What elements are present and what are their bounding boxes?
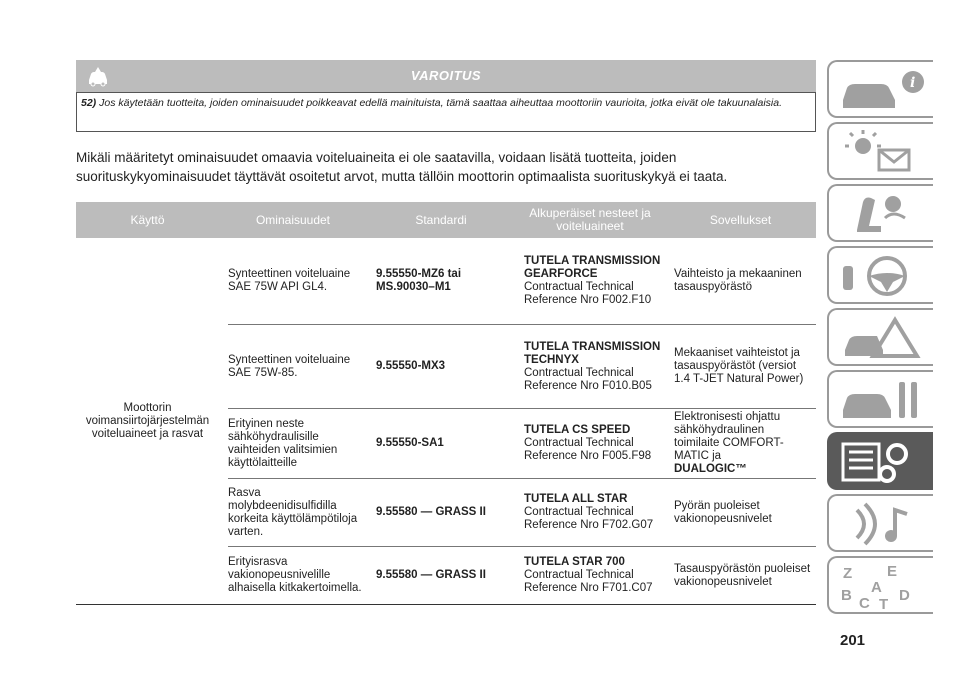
application-cell xyxy=(674,409,816,478)
technical-data-icon xyxy=(837,438,927,486)
fluid-ref: Contractual Technical Reference Nro F005.F98 xyxy=(524,437,652,462)
usage-cell: Moottorin voimansiirtojärjestelmän voiteluaineet ja rasvat xyxy=(85,401,210,440)
warning-number: 52) xyxy=(81,97,97,109)
application-text: Mekaaniset vaihteistot ja tasauspyörästöt (versiot 1.4 T-JET Natural Power) xyxy=(674,347,804,385)
table-header xyxy=(76,202,816,238)
svg-text:B: B xyxy=(841,587,852,604)
fluid-ref: Contractual Technical Reference Nro F010.B05 xyxy=(524,366,652,392)
table-row xyxy=(228,238,816,325)
dashboard-lights-icon xyxy=(837,128,927,176)
application-cell xyxy=(674,479,816,546)
car-info-icon xyxy=(837,66,927,114)
tab-technical-data[interactable] xyxy=(827,432,933,490)
standard-cell: 9.55550-MX3 xyxy=(376,360,446,372)
tab-car-info[interactable] xyxy=(827,60,933,118)
application-text: Vaihteisto ja mekaaninen tasauspyörästö xyxy=(674,268,802,293)
tab-maintenance[interactable] xyxy=(827,370,933,428)
fluid-ref: Contractual Technical Reference Nro F701.C07 xyxy=(524,569,653,594)
table-rows xyxy=(228,238,816,604)
tab-emergency[interactable] xyxy=(827,308,933,366)
table-row xyxy=(228,479,816,547)
standard-cell: 9.55580 — GRASS II xyxy=(376,506,486,518)
header-usage: Käyttö xyxy=(130,212,165,227)
svg-text:T: T xyxy=(879,596,889,610)
table-bottom-rule xyxy=(76,604,816,605)
svg-text:A: A xyxy=(871,579,882,596)
application-cell xyxy=(674,238,816,324)
table-row xyxy=(228,547,816,604)
fluid-name: TUTELA TRANSMISSION TECHNYX xyxy=(524,340,661,366)
fluid-name: TUTELA ALL STAR xyxy=(524,493,628,505)
svg-text:i: i xyxy=(910,75,916,91)
svg-text:E: E xyxy=(887,563,898,580)
fluid-cell xyxy=(524,479,674,546)
breakdown-warning-icon xyxy=(837,314,927,362)
application-bold: DUALOGIC™ xyxy=(674,463,747,475)
tab-multimedia[interactable] xyxy=(827,494,933,552)
fluid-ref: Contractual Technical Reference Nro F002.F10 xyxy=(524,281,652,306)
header-standard: Standardi xyxy=(415,212,467,227)
intro-paragraph: Mikäli määritetyt ominaisuudet omaavia voiteluaineita ei ole saatavilla, voidaan lisätä tuotteita, joiden suorituskykyominaisuudet täyttävät osoitetut arvot, mutta tällöin moottorin optimaalista suorituskykyä ei taata. xyxy=(76,150,728,184)
warning-text: Jos käytetään tuotteita, joiden ominaisuudet poikkeavat edellä mainituista, tämä saattaa aiheuttaa moottoriin vaurioita, jotka eivät ole takuunalaisia. xyxy=(99,97,783,109)
fluid-cell xyxy=(524,238,674,324)
spec-cell: Rasva molybdeenidisulfidilla korkeita käyttölämpötiloja varten. xyxy=(228,486,358,538)
car-maintenance-icon xyxy=(837,376,927,424)
spec-cell: Synteettinen voiteluaine SAE 75W API GL4. xyxy=(228,268,351,293)
header-fluids: Alkuperäiset nesteet ja voiteluaineet xyxy=(529,206,651,233)
fluid-cell xyxy=(524,409,674,478)
spec-cell: Synteettinen voiteluaine SAE 75W-85. xyxy=(228,353,351,379)
tab-dashboard-lights[interactable] xyxy=(827,122,933,180)
index-icon xyxy=(837,562,927,610)
standard-cell: 9.55550-SA1 xyxy=(376,437,444,449)
steering-wheel-icon xyxy=(837,252,927,300)
warning-text-box xyxy=(76,92,816,132)
fluid-cell xyxy=(524,325,674,408)
multimedia-icon xyxy=(837,500,927,548)
fluid-cell xyxy=(524,547,674,604)
warning-title: VAROITUS xyxy=(410,68,482,83)
application-text: Pyörän puoleiset vakionopeusnivelet xyxy=(674,499,772,525)
svg-text:Z: Z xyxy=(843,565,853,582)
standard-cell: 9.55580 — GRASS II xyxy=(376,569,486,581)
spec-cell: Erityinen neste sähköhydraulisille vaihteiden valitsimien käyttölaitteille xyxy=(228,417,338,469)
spec-cell: Erityisrasva vakionopeusnivelille alhaisella kitkakertoimella. xyxy=(228,556,362,594)
application-text: Elektronisesti ohjattu sähköhydraulinen toimilaite COMFORT-MATIC ja xyxy=(674,411,784,462)
svg-text:D: D xyxy=(899,587,910,604)
fluid-name: TUTELA TRANSMISSION GEARFORCE xyxy=(524,255,661,280)
svg-text:C: C xyxy=(859,595,870,610)
tab-safety[interactable] xyxy=(827,184,933,242)
header-properties: Ominaisuudet xyxy=(255,212,331,227)
fluid-ref: Contractual Technical Reference Nro F702.G07 xyxy=(524,506,654,531)
seat-safety-icon xyxy=(837,190,927,238)
fluid-name: TUTELA STAR 700 xyxy=(524,556,625,568)
header-applications: Sovellukset xyxy=(709,212,772,227)
application-text: Tasauspyörästön puoleiset vakionopeusnivelet xyxy=(674,562,811,588)
page-number: 201 xyxy=(840,632,866,649)
table-row xyxy=(228,409,816,479)
warning-header xyxy=(76,60,816,92)
fluid-name: TUTELA CS SPEED xyxy=(524,424,631,436)
table-row xyxy=(228,325,816,409)
standard-cell: 9.55550-MZ6 tai MS.90030–M1 xyxy=(376,268,462,293)
tab-index[interactable] xyxy=(827,556,933,614)
tab-driving[interactable] xyxy=(827,246,933,304)
application-cell xyxy=(674,547,816,604)
application-cell xyxy=(674,325,816,408)
